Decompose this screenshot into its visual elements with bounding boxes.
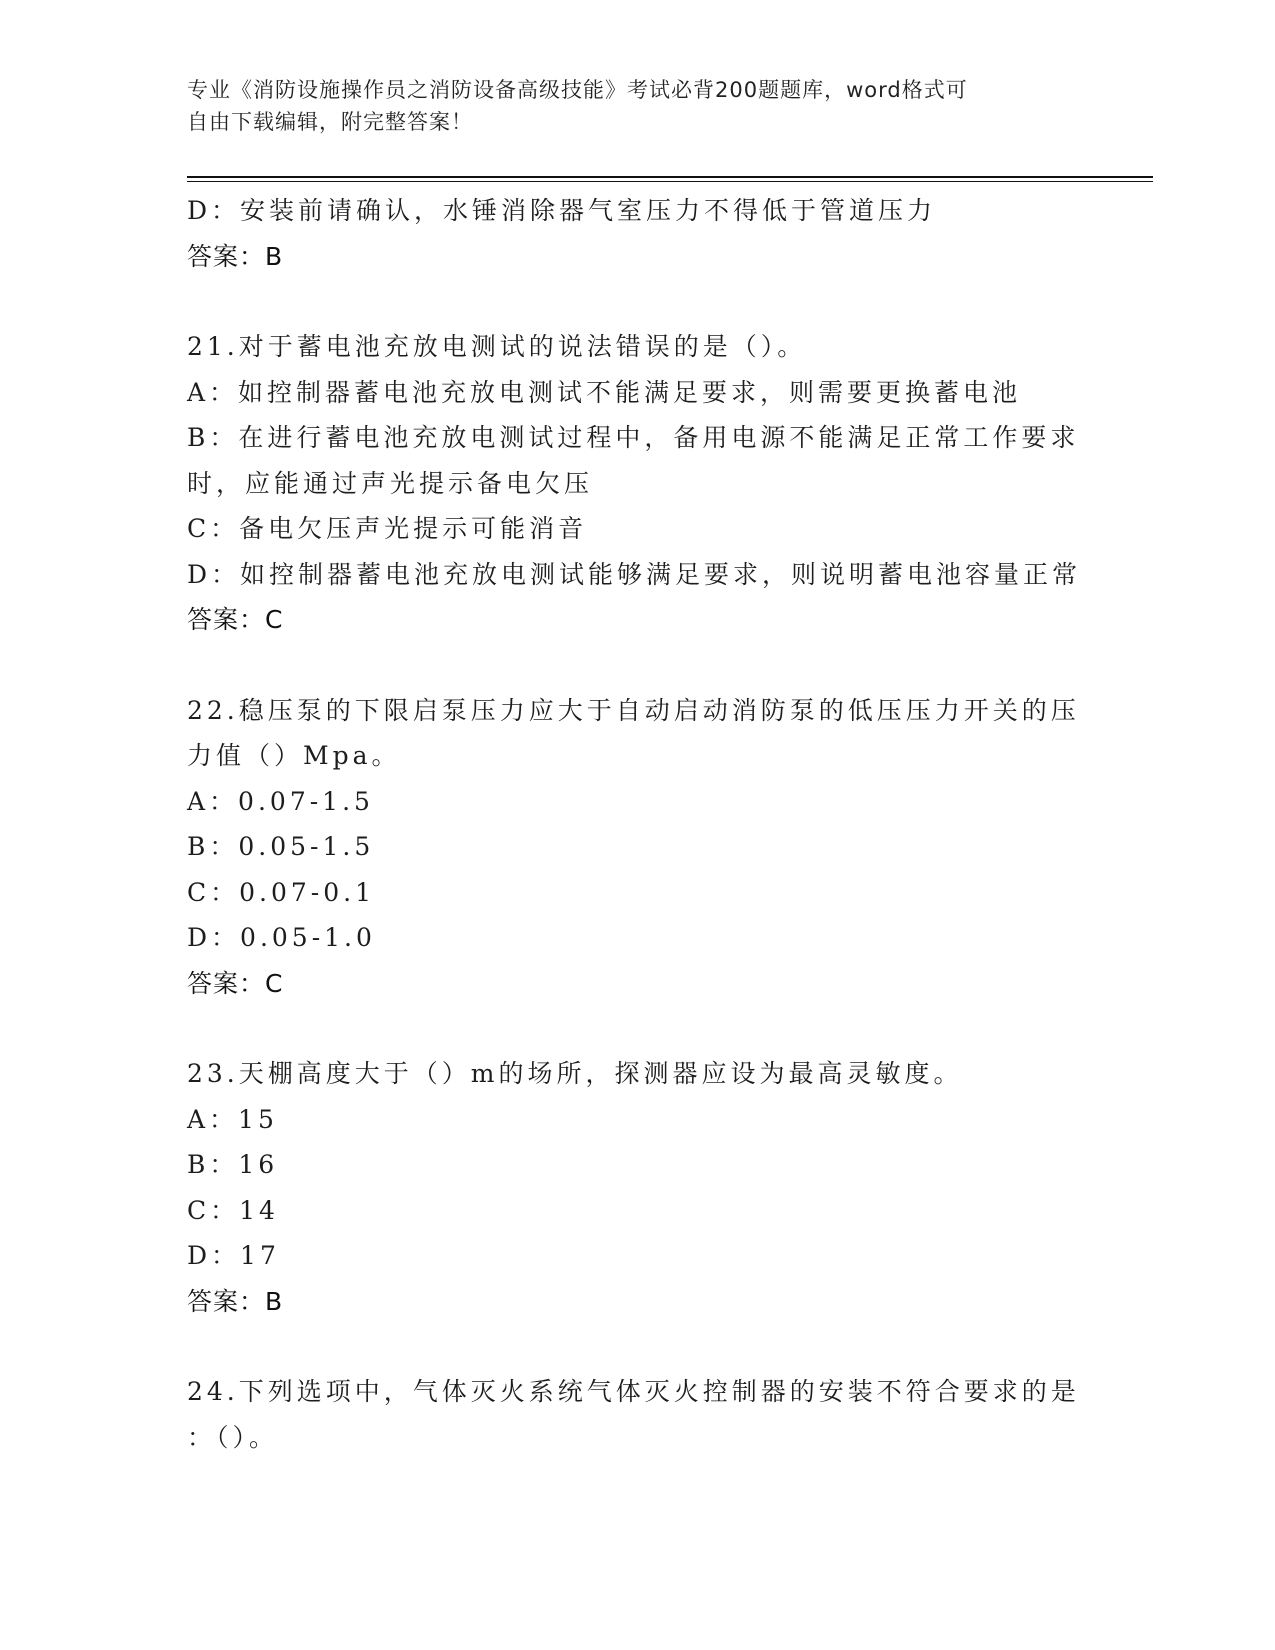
- header-divider-thick: [187, 176, 1153, 178]
- option-b: B：16: [187, 1150, 279, 1179]
- header-divider-thin: [187, 181, 1153, 182]
- option-b: B：0.05-1.5: [187, 832, 375, 861]
- answer-line: 答案：B: [187, 1286, 284, 1316]
- previous-question-tail: [187, 188, 1087, 279]
- question-stem: 23.天棚高度大于（）m的场所，探测器应设为最高灵敏度。: [187, 1059, 963, 1088]
- option-d: D：0.05-1.0: [187, 923, 376, 952]
- answer-line: 答案：B: [187, 241, 284, 271]
- question-21: [187, 324, 1087, 643]
- page-header: [187, 74, 1067, 138]
- option-b-continued: 时，应能通过声光提示备电欠压: [187, 468, 594, 498]
- question-stem-continued: 力值（）Mpa。: [187, 741, 401, 770]
- option-a: A：15: [187, 1104, 278, 1134]
- option-d: D：17: [187, 1241, 280, 1270]
- option-a: A：0.07-1.5: [187, 786, 374, 816]
- header-title-line-1: 专业《消防设施操作员之消防设备高级技能》考试必背200题题库，word格式可: [187, 78, 968, 102]
- option-c: C：备电欠压声光提示可能消音: [187, 514, 588, 543]
- option-d: D：安装前请确认，水锤消除器气室压力不得低于管道压力: [187, 196, 937, 225]
- header-title-line-2: 自由下载编辑，附完整答案！: [187, 110, 473, 134]
- question-stem: 21.对于蓄电池充放电测试的说法错误的是（）。: [187, 332, 807, 361]
- option-d: D：如控制器蓄电池充放电测试能够满足要求，则说明蓄电池容量正常: [187, 559, 1082, 589]
- question-stem: 22.稳压泵的下限启泵压力应大于自动启动消防泵的低压压力开关的压: [187, 695, 1080, 725]
- question-stem-continued: ：（）。: [187, 1422, 279, 1452]
- option-b: B：在进行蓄电池充放电测试过程中，备用电源不能满足正常工作要求: [187, 423, 1080, 452]
- question-23: [187, 1051, 1087, 1324]
- option-a: A：如控制器蓄电池充放电测试不能满足要求，则需要更换蓄电池: [187, 377, 1022, 407]
- option-c: C：14: [187, 1195, 279, 1225]
- question-stem: 24.下列选项中，气体灭火系统气体灭火控制器的安装不符合要求的是: [187, 1377, 1080, 1406]
- answer-line: 答案：C: [187, 968, 284, 998]
- question-24: [187, 1369, 1087, 1460]
- document-body: [187, 188, 1087, 1460]
- header-divider: [187, 176, 1153, 182]
- question-22: [187, 688, 1087, 1007]
- option-c: C：0.07-0.1: [187, 877, 375, 907]
- answer-line: 答案：C: [187, 605, 284, 634]
